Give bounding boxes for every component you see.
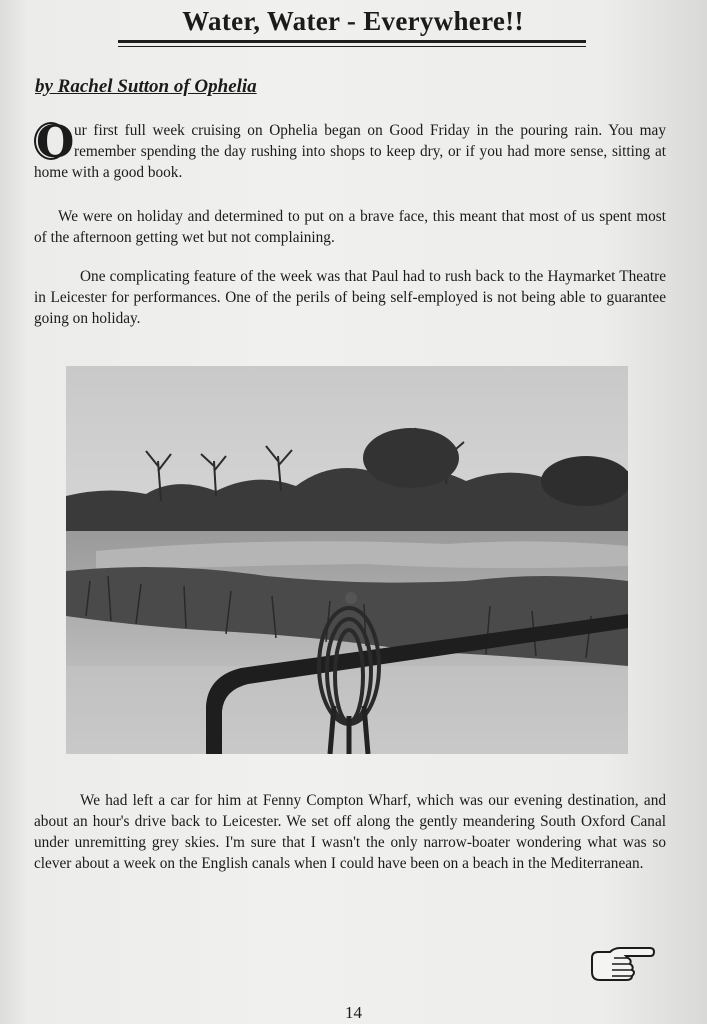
title-underline-thin (118, 46, 586, 47)
flooded-canal-photo (66, 366, 628, 754)
drop-cap: O (36, 117, 75, 168)
article-byline: by Rachel Sutton of Ophelia (35, 76, 257, 97)
paragraph-1 (34, 117, 666, 183)
page-number: 14 (345, 1003, 362, 1022)
paragraph-2: We were on holiday and determined to put on a brave face, this meant that most of us spent most of the afternoon getting wet but not complaining. (34, 208, 666, 246)
paragraph-4: We had left a car for him at Fenny Compton Wharf, which was our evening destination, and about an hour's drive back to Leicester. We set off along the gently meandering South Oxford Canal under unremitting grey skies. I'm sure that I wasn't the only narrow-boater wondering what was so clever about a week on the English canals when I could have been on a beach in the Mediterranean. (34, 792, 666, 872)
title-underline-thick (118, 40, 586, 43)
paragraph-1-text: ur first full week cruising on Ophelia began on Good Friday in the pouring rain. You may remember spending the day rushing into shops to keep dry, or if you had more sense, sitting at home with a good book. (34, 122, 666, 181)
pointing-hand-icon (588, 944, 656, 984)
article-title: Water, Water - Everywhere!! (182, 6, 524, 36)
paragraph-3: One complicating feature of the week was that Paul had to rush back to the Haymarket Theatre in Leicester for performances. One of the perils of being self-employed is not being able to guarantee going on holiday. (34, 268, 666, 327)
